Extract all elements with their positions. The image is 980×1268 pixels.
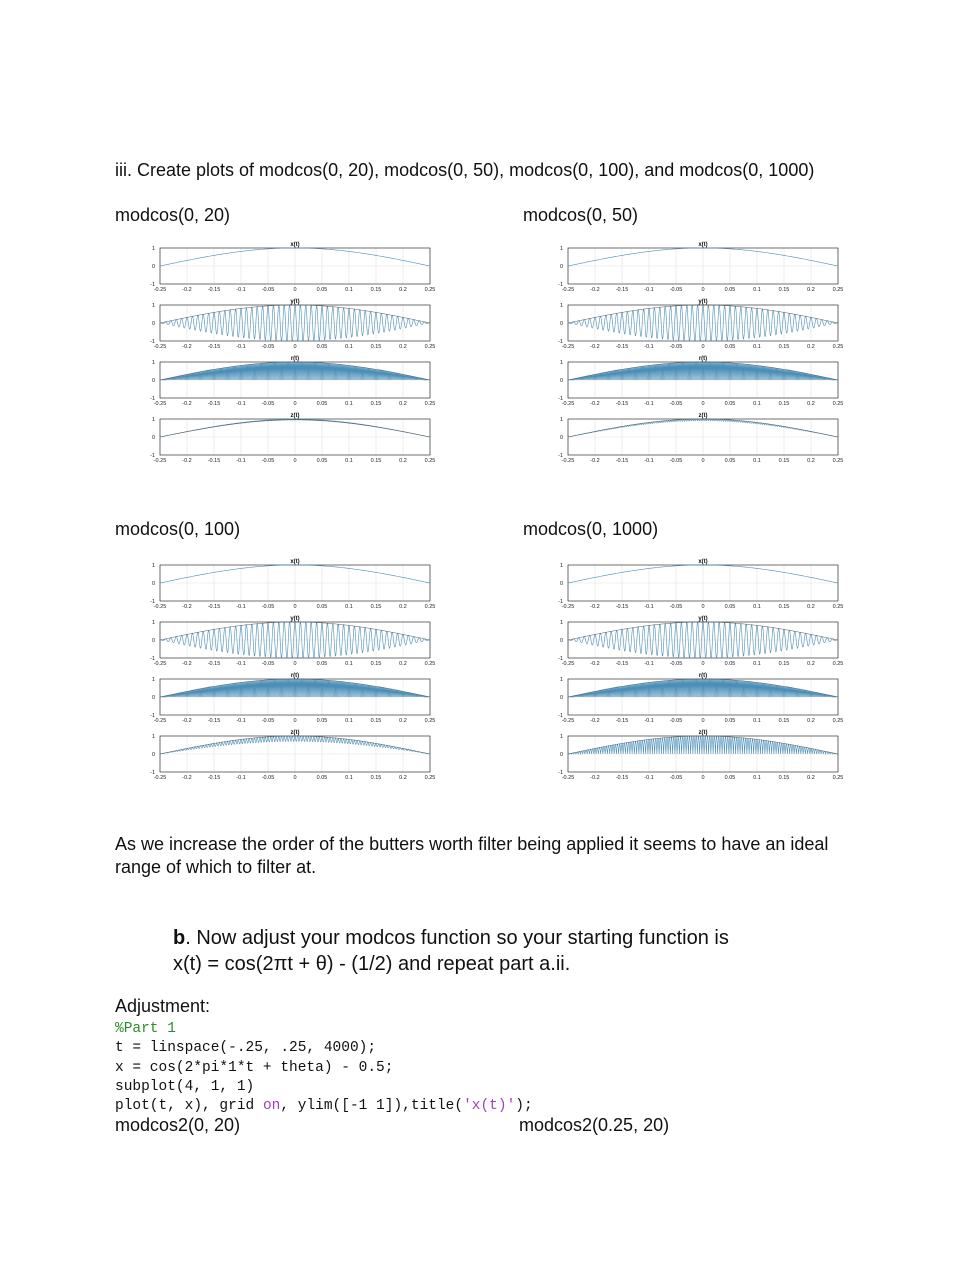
x-tick-label: 0.1 — [345, 344, 353, 350]
code-keyword-on: on — [262, 1098, 281, 1115]
x-tick-label: 0.25 — [424, 718, 436, 724]
x-tick-label: -0.2 — [182, 458, 192, 464]
x-tick-label: 0.05 — [316, 344, 328, 350]
x-tick-label: -0.25 — [153, 661, 167, 667]
x-tick-label: 0.15 — [370, 718, 382, 724]
subplot-figure-svg — [551, 555, 851, 800]
y-tick-label: -1 — [150, 339, 155, 345]
x-tick-label: 0.15 — [778, 775, 790, 781]
y-tick-label: -1 — [558, 713, 563, 719]
x-tick-label: -0.2 — [182, 775, 192, 781]
y-tick-label: 1 — [559, 563, 563, 569]
x-tick-label: 0.2 — [399, 718, 407, 724]
subplot-2 — [150, 299, 435, 350]
x-tick-label: 0.15 — [778, 458, 790, 464]
x-tick-label: 0.25 — [832, 344, 844, 350]
x-tick-label: -0.2 — [590, 661, 600, 667]
y-tick-label: 0 — [151, 638, 155, 644]
x-tick-label: 0.15 — [370, 604, 382, 610]
x-tick-label: 0.05 — [724, 604, 736, 610]
subplot-title: r(t) — [290, 356, 300, 362]
y-tick-label: 1 — [151, 417, 155, 423]
x-tick-label: -0.05 — [669, 775, 683, 781]
x-tick-label: -0.25 — [153, 604, 167, 610]
x-tick-label: 0.05 — [724, 661, 736, 667]
x-tick-label: -0.25 — [561, 718, 575, 724]
x-tick-label: 0.05 — [316, 661, 328, 667]
y-tick-label: 1 — [151, 734, 155, 740]
subplot-title: z(t) — [698, 730, 708, 736]
x-tick-label: 0.05 — [316, 287, 328, 293]
x-tick-label: 0.2 — [399, 775, 407, 781]
x-tick-label: -0.2 — [590, 458, 600, 464]
x-tick-label: 0.25 — [832, 604, 844, 610]
y-tick-label: -1 — [558, 656, 563, 662]
x-tick-label: 0 — [701, 344, 705, 350]
y-tick-label: -1 — [150, 770, 155, 776]
y-tick-label: 0 — [559, 435, 563, 441]
code-line-4: subplot(4, 1, 1) — [115, 1078, 255, 1095]
subplot-2 — [558, 299, 843, 350]
x-tick-label: 0 — [701, 661, 705, 667]
subplot-title: x(t) — [698, 242, 708, 248]
x-tick-label: -0.25 — [153, 775, 167, 781]
x-tick-label: 0.05 — [316, 458, 328, 464]
x-tick-label: -0.05 — [669, 718, 683, 724]
x-tick-label: 0.1 — [345, 775, 353, 781]
x-tick-label: 0.15 — [370, 775, 382, 781]
x-tick-label: 0.25 — [424, 661, 436, 667]
x-tick-label: -0.25 — [561, 775, 575, 781]
x-tick-label: 0.2 — [807, 344, 815, 350]
x-tick-label: -0.25 — [153, 401, 167, 407]
x-tick-label: -0.2 — [182, 401, 192, 407]
x-tick-label: 0.25 — [424, 458, 436, 464]
x-tick-label: -0.2 — [590, 401, 600, 407]
x-tick-label: -0.2 — [590, 775, 600, 781]
subplot-title: x(t) — [698, 559, 708, 565]
subplot-2 — [150, 616, 435, 667]
x-tick-label: 0.1 — [753, 718, 761, 724]
x-tick-label: 0.1 — [753, 344, 761, 350]
x-tick-label: 0.15 — [778, 401, 790, 407]
y-tick-label: 1 — [559, 734, 563, 740]
y-tick-label: -1 — [558, 396, 563, 402]
subplot-1 — [150, 559, 435, 610]
x-tick-label: -0.05 — [669, 604, 683, 610]
x-tick-label: 0.2 — [807, 775, 815, 781]
x-tick-label: 0.25 — [832, 401, 844, 407]
subplot-figure-svg — [143, 238, 443, 483]
x-tick-label: -0.15 — [615, 775, 629, 781]
x-tick-label: 0 — [701, 287, 705, 293]
x-tick-label: 0.2 — [399, 344, 407, 350]
x-tick-label: -0.1 — [236, 604, 246, 610]
y-tick-label: 1 — [559, 620, 563, 626]
x-tick-label: -0.05 — [261, 287, 275, 293]
x-tick-label: -0.1 — [644, 401, 654, 407]
subplot-4 — [558, 413, 843, 464]
x-tick-label: -0.15 — [615, 718, 629, 724]
x-tick-label: 0.05 — [724, 775, 736, 781]
x-tick-label: 0.2 — [807, 661, 815, 667]
y-tick-label: 1 — [559, 246, 563, 252]
figure-caption-4: modcos(0, 1000) — [523, 519, 659, 539]
x-tick-label: 0.2 — [399, 287, 407, 293]
y-tick-label: 1 — [559, 303, 563, 309]
x-tick-label: 0.1 — [753, 775, 761, 781]
y-tick-label: 1 — [559, 417, 563, 423]
y-tick-label: -1 — [558, 453, 563, 459]
subplot-title: y(t) — [698, 299, 708, 305]
y-tick-label: 0 — [151, 321, 155, 327]
observation-paragraph: As we increase the order of the butters worth filter being applied it seems to have an ideal range of which to filter at. — [115, 834, 829, 877]
subplot-title: y(t) — [698, 616, 708, 622]
subplot-title: x(t) — [290, 242, 300, 248]
subplot-title: r(t) — [698, 673, 708, 679]
subplot-figure-svg — [143, 555, 443, 800]
x-tick-label: 0.1 — [345, 458, 353, 464]
x-tick-label: -0.25 — [561, 344, 575, 350]
x-tick-label: 0.15 — [778, 661, 790, 667]
x-tick-label: 0.05 — [316, 775, 328, 781]
code-comment: %Part 1 — [115, 1021, 176, 1037]
figure-caption-1: modcos(0, 20) — [115, 205, 231, 225]
y-tick-label: 0 — [151, 695, 155, 701]
x-tick-label: -0.2 — [590, 344, 600, 350]
y-tick-label: 0 — [559, 581, 563, 587]
x-tick-label: -0.05 — [261, 344, 275, 350]
y-tick-label: -1 — [150, 656, 155, 662]
subplot-title: z(t) — [698, 413, 708, 419]
x-tick-label: 0.15 — [370, 458, 382, 464]
y-tick-label: 0 — [559, 695, 563, 701]
figure-caption-3: modcos(0, 100) — [115, 519, 241, 539]
x-tick-label: -0.25 — [561, 401, 575, 407]
x-tick-label: -0.05 — [669, 344, 683, 350]
x-tick-label: 0.2 — [807, 718, 815, 724]
x-tick-label: 0.05 — [316, 718, 328, 724]
x-tick-label: 0 — [293, 661, 297, 667]
x-tick-label: 0.15 — [778, 718, 790, 724]
x-tick-label: 0.05 — [724, 458, 736, 464]
x-tick-label: 0.1 — [345, 287, 353, 293]
y-tick-label: -1 — [150, 396, 155, 402]
x-tick-label: 0.15 — [778, 287, 790, 293]
figure-caption-2: modcos(0, 50) — [523, 205, 639, 225]
x-tick-label: -0.05 — [669, 401, 683, 407]
x-tick-label: -0.1 — [236, 401, 246, 407]
x-tick-label: -0.1 — [644, 718, 654, 724]
x-tick-label: -0.1 — [644, 775, 654, 781]
x-tick-label: 0 — [701, 401, 705, 407]
x-tick-label: 0.05 — [724, 718, 736, 724]
subplot-3 — [150, 673, 435, 724]
x-tick-label: 0.1 — [753, 661, 761, 667]
x-tick-label: 0.2 — [807, 458, 815, 464]
x-tick-label: 0.25 — [424, 401, 436, 407]
x-tick-label: 0.05 — [724, 287, 736, 293]
x-tick-label: 0.2 — [399, 604, 407, 610]
code-block — [115, 1020, 533, 1116]
subplot-4 — [150, 413, 435, 464]
x-tick-label: -0.25 — [561, 661, 575, 667]
x-tick-label: -0.15 — [615, 604, 629, 610]
subplot-title: y(t) — [290, 299, 300, 305]
x-tick-label: 0.25 — [832, 287, 844, 293]
x-tick-label: -0.05 — [261, 718, 275, 724]
x-tick-label: 0.1 — [345, 718, 353, 724]
subplot-1 — [150, 242, 435, 293]
code-line-2: t = linspace(-.25, .25, 4000); — [115, 1040, 377, 1057]
section-heading: iii. Create plots of modcos(0, 20), modcos(0, 50), modcos(0, 100), and modcos(0, 1000) — [115, 160, 815, 180]
x-tick-label: -0.25 — [153, 287, 167, 293]
x-tick-label: -0.15 — [615, 458, 629, 464]
x-tick-label: 0.15 — [370, 401, 382, 407]
subplot-figure-svg — [551, 238, 851, 483]
y-tick-label: 0 — [151, 752, 155, 758]
part-b-line2: x(t) = cos(2πt + θ) - (1/2) and repeat part a.ii. — [173, 953, 571, 975]
x-tick-label: 0.1 — [753, 401, 761, 407]
y-tick-label: 1 — [151, 620, 155, 626]
plot-figure-modcos-0-100 — [143, 555, 443, 800]
x-tick-label: -0.05 — [669, 287, 683, 293]
y-tick-label: 1 — [151, 677, 155, 683]
x-tick-label: -0.1 — [644, 604, 654, 610]
y-tick-label: 1 — [559, 360, 563, 366]
x-tick-label: 0.05 — [724, 401, 736, 407]
x-tick-label: -0.2 — [182, 604, 192, 610]
x-tick-label: -0.15 — [207, 344, 221, 350]
x-tick-label: 0.25 — [424, 604, 436, 610]
x-tick-label: 0.25 — [424, 287, 436, 293]
subplot-2 — [558, 616, 843, 667]
bottom-caption-2: modcos2(0.25, 20) — [519, 1115, 670, 1135]
x-tick-label: 0.2 — [807, 287, 815, 293]
x-tick-label: 0.05 — [724, 344, 736, 350]
x-tick-label: -0.25 — [153, 718, 167, 724]
x-tick-label: -0.15 — [207, 661, 221, 667]
x-tick-label: 0.25 — [832, 775, 844, 781]
x-tick-label: 0.2 — [399, 661, 407, 667]
x-tick-label: -0.05 — [261, 661, 275, 667]
x-tick-label: -0.15 — [207, 718, 221, 724]
subplot-title: r(t) — [698, 356, 708, 362]
y-tick-label: -1 — [150, 713, 155, 719]
code-line-5a: plot(t, x), grid — [115, 1098, 263, 1115]
x-tick-label: 0 — [293, 604, 297, 610]
y-tick-label: 0 — [559, 638, 563, 644]
part-b-instructions — [173, 925, 729, 977]
x-tick-label: -0.2 — [590, 718, 600, 724]
code-line-5c: ); — [515, 1098, 533, 1115]
x-tick-label: -0.15 — [207, 775, 221, 781]
x-tick-label: 0.1 — [345, 661, 353, 667]
y-tick-label: -1 — [150, 282, 155, 288]
subplot-3 — [558, 356, 843, 407]
x-tick-label: -0.1 — [236, 718, 246, 724]
x-tick-label: 0 — [293, 401, 297, 407]
x-tick-label: 0 — [293, 775, 297, 781]
x-tick-label: -0.15 — [615, 287, 629, 293]
x-tick-label: -0.15 — [615, 401, 629, 407]
bottom-caption-1: modcos2(0, 20) — [115, 1115, 241, 1135]
code-line-5b: , ylim([-1 1]),title( — [280, 1098, 464, 1115]
x-tick-label: -0.25 — [153, 458, 167, 464]
x-tick-label: -0.05 — [261, 401, 275, 407]
part-b-line1: . Now adjust your modcos function so your starting function is — [185, 927, 729, 949]
y-tick-label: 0 — [151, 435, 155, 441]
x-tick-label: -0.15 — [207, 458, 221, 464]
x-tick-label: -0.05 — [669, 458, 683, 464]
x-tick-label: 0.1 — [753, 604, 761, 610]
x-tick-label: -0.1 — [236, 458, 246, 464]
x-tick-label: 0.15 — [778, 604, 790, 610]
x-tick-label: -0.25 — [153, 344, 167, 350]
x-tick-label: -0.2 — [182, 287, 192, 293]
x-tick-label: 0 — [293, 287, 297, 293]
plot-figure-modcos-0-50 — [551, 238, 851, 483]
y-tick-label: 1 — [151, 303, 155, 309]
y-tick-label: -1 — [558, 770, 563, 776]
x-tick-label: -0.05 — [261, 775, 275, 781]
x-tick-label: 0.2 — [807, 604, 815, 610]
x-tick-label: 0.25 — [832, 458, 844, 464]
x-tick-label: -0.2 — [182, 344, 192, 350]
y-tick-label: -1 — [558, 282, 563, 288]
x-tick-label: 0.05 — [316, 604, 328, 610]
x-tick-label: -0.25 — [561, 458, 575, 464]
x-tick-label: 0.2 — [399, 401, 407, 407]
x-tick-label: 0.15 — [778, 344, 790, 350]
y-tick-label: -1 — [558, 339, 563, 345]
x-tick-label: 0.15 — [370, 661, 382, 667]
x-tick-label: -0.1 — [644, 287, 654, 293]
x-tick-label: -0.15 — [207, 287, 221, 293]
x-tick-label: -0.1 — [236, 344, 246, 350]
x-tick-label: 0 — [701, 604, 705, 610]
x-tick-label: 0.1 — [753, 458, 761, 464]
y-tick-label: 0 — [559, 378, 563, 384]
adjustment-label: Adjustment: — [115, 996, 211, 1016]
subplot-4 — [558, 730, 843, 781]
y-tick-label: 1 — [151, 563, 155, 569]
x-tick-label: -0.25 — [561, 287, 575, 293]
x-tick-label: 0.05 — [316, 401, 328, 407]
x-tick-label: -0.1 — [236, 661, 246, 667]
subplot-title: z(t) — [290, 413, 300, 419]
y-tick-label: -1 — [558, 599, 563, 605]
x-tick-label: 0 — [701, 718, 705, 724]
subplot-title: x(t) — [290, 559, 300, 565]
x-tick-label: 0.1 — [345, 604, 353, 610]
y-tick-label: 0 — [151, 581, 155, 587]
part-b-label: b — [173, 927, 186, 949]
x-tick-label: 0.1 — [753, 287, 761, 293]
subplot-3 — [150, 356, 435, 407]
x-tick-label: -0.1 — [236, 287, 246, 293]
x-tick-label: 0.15 — [370, 287, 382, 293]
x-tick-label: -0.15 — [615, 661, 629, 667]
x-tick-label: 0.2 — [399, 458, 407, 464]
y-tick-label: 0 — [559, 752, 563, 758]
subplot-title: r(t) — [290, 673, 300, 679]
subplot-4 — [150, 730, 435, 781]
y-tick-label: -1 — [150, 453, 155, 459]
x-tick-label: 0.1 — [345, 401, 353, 407]
x-tick-label: -0.2 — [590, 604, 600, 610]
y-tick-label: 1 — [559, 677, 563, 683]
code-line-3: x = cos(2*pi*1*t + theta) - 0.5; — [115, 1059, 394, 1076]
x-tick-label: -0.2 — [590, 287, 600, 293]
y-tick-label: 1 — [151, 246, 155, 252]
x-tick-label: 0 — [293, 718, 297, 724]
y-tick-label: 0 — [559, 321, 563, 327]
subplot-title: z(t) — [290, 730, 300, 736]
y-tick-label: -1 — [150, 599, 155, 605]
x-tick-label: 0.25 — [832, 661, 844, 667]
x-tick-label: -0.2 — [182, 718, 192, 724]
subplot-1 — [558, 242, 843, 293]
x-tick-label: -0.15 — [615, 344, 629, 350]
x-tick-label: -0.05 — [669, 661, 683, 667]
x-tick-label: -0.1 — [644, 661, 654, 667]
x-tick-label: 0 — [293, 344, 297, 350]
x-tick-label: -0.15 — [207, 604, 221, 610]
y-tick-label: 0 — [559, 264, 563, 270]
x-tick-label: -0.1 — [644, 458, 654, 464]
x-tick-label: -0.05 — [261, 604, 275, 610]
plot-figure-modcos-0-20 — [143, 238, 443, 483]
subplot-1 — [558, 559, 843, 610]
code-string: 'x(t)' — [463, 1098, 516, 1115]
x-tick-label: -0.2 — [182, 661, 192, 667]
y-tick-label: 0 — [151, 378, 155, 384]
x-tick-label: -0.1 — [236, 775, 246, 781]
x-tick-label: -0.15 — [207, 401, 221, 407]
x-tick-label: 0.25 — [424, 344, 436, 350]
plot-figure-modcos-0-1000 — [551, 555, 851, 800]
x-tick-label: -0.05 — [261, 458, 275, 464]
x-tick-label: 0.15 — [370, 344, 382, 350]
x-tick-label: 0.2 — [807, 401, 815, 407]
x-tick-label: -0.25 — [561, 604, 575, 610]
x-tick-label: 0.25 — [424, 775, 436, 781]
x-tick-label: 0 — [293, 458, 297, 464]
y-tick-label: 0 — [151, 264, 155, 270]
y-tick-label: 1 — [151, 360, 155, 366]
x-tick-label: 0 — [701, 775, 705, 781]
x-tick-label: 0.25 — [832, 718, 844, 724]
subplot-3 — [558, 673, 843, 724]
x-tick-label: 0 — [701, 458, 705, 464]
subplot-title: y(t) — [290, 616, 300, 622]
x-tick-label: -0.1 — [644, 344, 654, 350]
